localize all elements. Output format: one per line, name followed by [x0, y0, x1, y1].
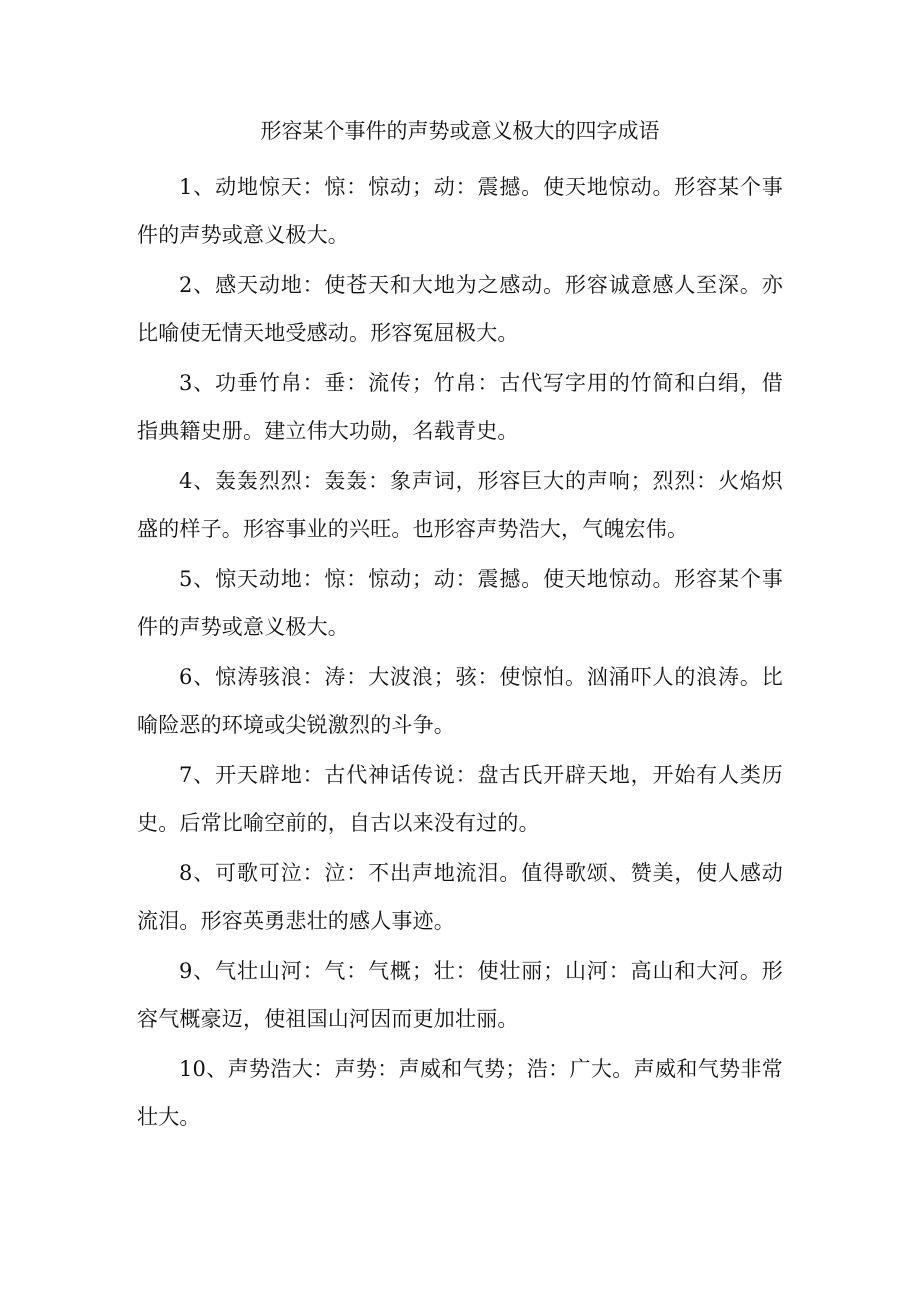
idiom-entry: 8、可歌可泣：泣：不出声地流泪。值得歌颂、赞美，使人感动流泪。形容英勇悲壮的感人事迹。 — [137, 861, 783, 933]
idiom-entry: 7、开天辟地：古代神话传说：盘古氏开辟天地，开始有人类历史。后常比喻空前的，自古以来没有过的。 — [137, 763, 783, 835]
idiom-entry: 10、声势浩大：声势：声威和气势；浩：广大。声威和气势非常壮大。 — [137, 1057, 783, 1129]
idiom-entry: 9、气壮山河：气：气概；壮：使壮丽；山河：高山和大河。形容气概豪迈，使祖国山河因而更加壮丽。 — [137, 959, 783, 1031]
idiom-entry: 1、动地惊天：惊：惊动；动：震撼。使天地惊动。形容某个事件的声势或意义极大。 — [137, 175, 783, 247]
idiom-entry: 5、惊天动地：惊：惊动；动：震撼。使天地惊动。形容某个事件的声势或意义极大。 — [137, 567, 783, 639]
idiom-entry: 2、感天动地：使苍天和大地为之感动。形容诚意感人至深。亦比喻使无情天地受感动。形容冤屈极大。 — [137, 273, 783, 345]
idiom-entry: 4、轰轰烈烈：轰轰：象声词，形容巨大的声响；烈烈：火焰炽盛的样子。形容事业的兴旺。也形容声势浩大，气魄宏伟。 — [137, 469, 783, 541]
idiom-entry: 6、惊涛骇浪：涛：大波浪；骇：使惊怕。汹涌吓人的浪涛。比喻险恶的环境或尖锐激烈的斗争。 — [137, 665, 783, 737]
idiom-entry: 3、功垂竹帛：垂：流传；竹帛：古代写字用的竹简和白绢，借指典籍史册。建立伟大功勋，名载青史。 — [137, 371, 783, 443]
idiom-list — [137, 163, 783, 1143]
document-title: 形容某个事件的声势或意义极大的四字成语 — [260, 119, 660, 143]
